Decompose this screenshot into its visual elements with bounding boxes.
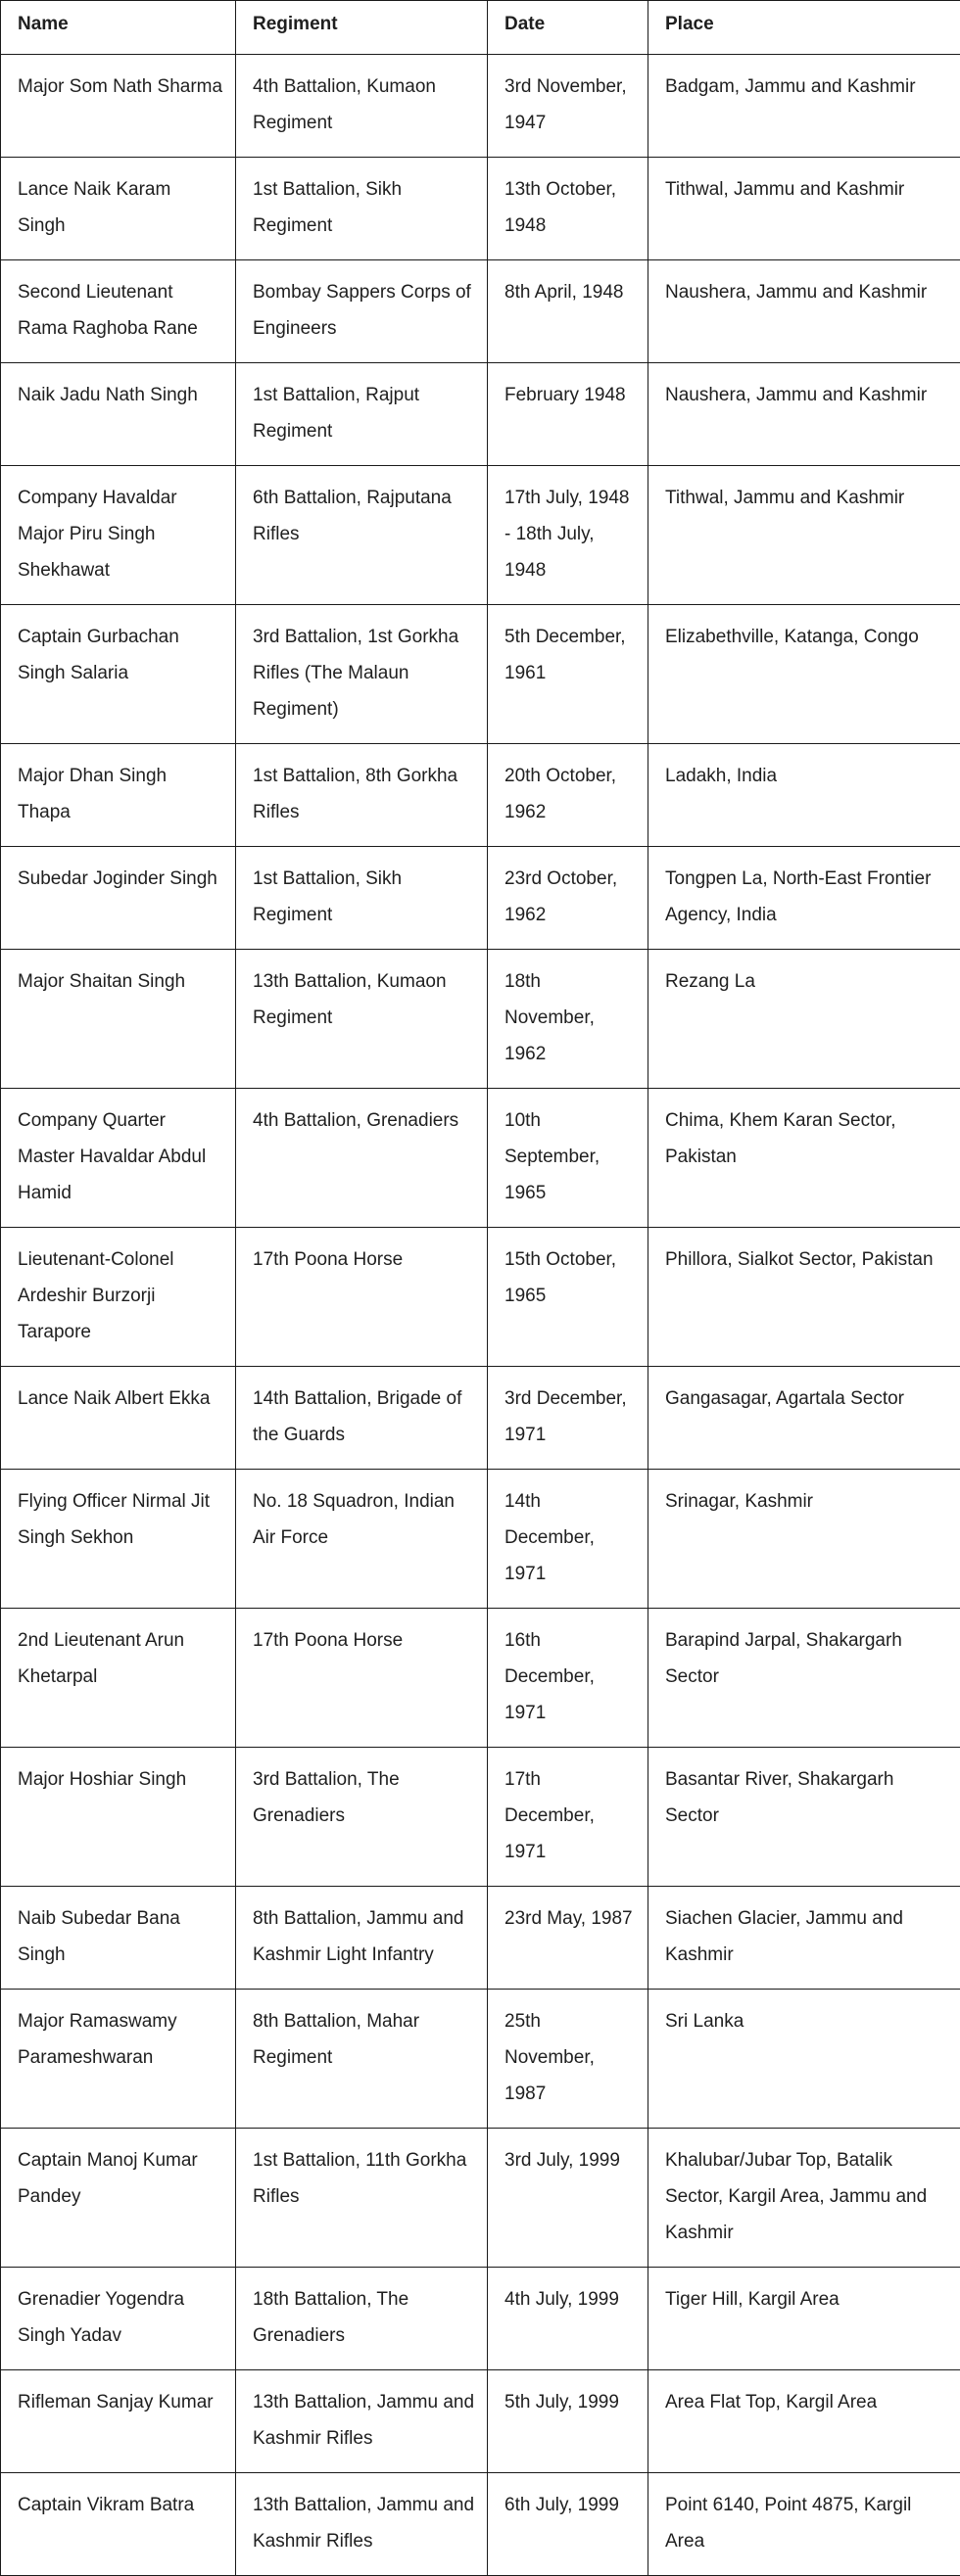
cell-regiment: 3rd Battalion, 1st Gorkha Rifles (The Malaun Regiment) <box>236 605 488 744</box>
table-row <box>1 55 960 158</box>
cell-place: Point 6140, Point 4875, Kargil Area <box>648 2473 960 2576</box>
table-row <box>1 466 960 605</box>
cell-regiment: 1st Battalion, 8th Gorkha Rifles <box>236 744 488 847</box>
cell-date: 5th December, 1961 <box>488 605 648 744</box>
cell-regiment: 13th Battalion, Jammu and Kashmir Rifles <box>236 2473 488 2576</box>
cell-place: Area Flat Top, Kargil Area <box>648 2370 960 2473</box>
cell-place: Naushera, Jammu and Kashmir <box>648 363 960 466</box>
cell-name: Captain Gurbachan Singh Salaria <box>1 605 236 744</box>
cell-date: 3rd December, 1971 <box>488 1367 648 1470</box>
cell-place: Tithwal, Jammu and Kashmir <box>648 158 960 260</box>
cell-place: Srinagar, Kashmir <box>648 1470 960 1609</box>
cell-date: 15th October, 1965 <box>488 1228 648 1367</box>
table-row <box>1 260 960 363</box>
cell-name: Lieutenant-Colonel Ardeshir Burzorji Tarapore <box>1 1228 236 1367</box>
cell-place: Khalubar/Jubar Top, Batalik Sector, Kargil Area, Jammu and Kashmir <box>648 2129 960 2268</box>
column-header-name: Name <box>1 1 236 55</box>
table-row <box>1 1089 960 1228</box>
table-row <box>1 1367 960 1470</box>
cell-name: Naib Subedar Bana Singh <box>1 1887 236 1990</box>
cell-date: 8th April, 1948 <box>488 260 648 363</box>
cell-date: 23rd October, 1962 <box>488 847 648 950</box>
cell-name: Major Som Nath Sharma <box>1 55 236 158</box>
cell-regiment: 6th Battalion, Rajputana Rifles <box>236 466 488 605</box>
cell-name: Major Hoshiar Singh <box>1 1748 236 1887</box>
cell-name: Company Quarter Master Havaldar Abdul Hamid <box>1 1089 236 1228</box>
cell-name: Rifleman Sanjay Kumar <box>1 2370 236 2473</box>
cell-date: 23rd May, 1987 <box>488 1887 648 1990</box>
cell-regiment: 14th Battalion, Brigade of the Guards <box>236 1367 488 1470</box>
table-row <box>1 1990 960 2129</box>
cell-place: Sri Lanka <box>648 1990 960 2129</box>
table-row <box>1 744 960 847</box>
cell-regiment: 1st Battalion, Sikh Regiment <box>236 847 488 950</box>
cell-place: Tongpen La, North-East Frontier Agency, India <box>648 847 960 950</box>
column-header-regiment: Regiment <box>236 1 488 55</box>
cell-regiment: 13th Battalion, Jammu and Kashmir Rifles <box>236 2370 488 2473</box>
table-row <box>1 1470 960 1609</box>
cell-name: Grenadier Yogendra Singh Yadav <box>1 2268 236 2370</box>
cell-place: Chima, Khem Karan Sector, Pakistan <box>648 1089 960 1228</box>
column-header-place: Place <box>648 1 960 55</box>
cell-name: Captain Vikram Batra <box>1 2473 236 2576</box>
cell-place: Naushera, Jammu and Kashmir <box>648 260 960 363</box>
cell-date: 18th November, 1962 <box>488 950 648 1089</box>
cell-regiment: No. 18 Squadron, Indian Air Force <box>236 1470 488 1609</box>
cell-regiment: 1st Battalion, Sikh Regiment <box>236 158 488 260</box>
cell-name: Flying Officer Nirmal Jit Singh Sekhon <box>1 1470 236 1609</box>
table-row <box>1 1887 960 1990</box>
cell-date: 17th July, 1948 - 18th July, 1948 <box>488 466 648 605</box>
table-row <box>1 605 960 744</box>
table-row <box>1 1228 960 1367</box>
table-row <box>1 2370 960 2473</box>
table-row <box>1 363 960 466</box>
table-row <box>1 1609 960 1748</box>
cell-regiment: Bombay Sappers Corps of Engineers <box>236 260 488 363</box>
cell-place: Rezang La <box>648 950 960 1089</box>
cell-regiment: 8th Battalion, Mahar Regiment <box>236 1990 488 2129</box>
cell-place: Gangasagar, Agartala Sector <box>648 1367 960 1470</box>
cell-regiment: 17th Poona Horse <box>236 1228 488 1367</box>
cell-name: Company Havaldar Major Piru Singh Shekhawat <box>1 466 236 605</box>
cell-name: Subedar Joginder Singh <box>1 847 236 950</box>
cell-name: Second Lieutenant Rama Raghoba Rane <box>1 260 236 363</box>
table-row <box>1 2129 960 2268</box>
cell-place: Ladakh, India <box>648 744 960 847</box>
cell-regiment: 3rd Battalion, The Grenadiers <box>236 1748 488 1887</box>
cell-date: 10th September, 1965 <box>488 1089 648 1228</box>
cell-name: Major Ramaswamy Parameshwaran <box>1 1990 236 2129</box>
cell-name: Captain Manoj Kumar Pandey <box>1 2129 236 2268</box>
table-row <box>1 847 960 950</box>
cell-regiment: 1st Battalion, 11th Gorkha Rifles <box>236 2129 488 2268</box>
cell-date: 16th December, 1971 <box>488 1609 648 1748</box>
cell-regiment: 13th Battalion, Kumaon Regiment <box>236 950 488 1089</box>
table-header <box>1 1 960 55</box>
cell-name: Major Shaitan Singh <box>1 950 236 1089</box>
cell-date: 17th December, 1971 <box>488 1748 648 1887</box>
table-row <box>1 158 960 260</box>
cell-regiment: 1st Battalion, Rajput Regiment <box>236 363 488 466</box>
cell-regiment: 4th Battalion, Kumaon Regiment <box>236 55 488 158</box>
cell-date: February 1948 <box>488 363 648 466</box>
table-row <box>1 1748 960 1887</box>
table-row <box>1 2473 960 2576</box>
cell-name: 2nd Lieutenant Arun Khetarpal <box>1 1609 236 1748</box>
header-row <box>1 1 960 55</box>
table-row <box>1 950 960 1089</box>
cell-place: Tiger Hill, Kargil Area <box>648 2268 960 2370</box>
table-body <box>1 55 960 2576</box>
cell-date: 25th November, 1987 <box>488 1990 648 2129</box>
table-row <box>1 2268 960 2370</box>
cell-place: Siachen Glacier, Jammu and Kashmir <box>648 1887 960 1990</box>
cell-date: 13th October, 1948 <box>488 158 648 260</box>
cell-date: 4th July, 1999 <box>488 2268 648 2370</box>
cell-date: 5th July, 1999 <box>488 2370 648 2473</box>
column-header-date: Date <box>488 1 648 55</box>
cell-place: Basantar River, Shakargarh Sector <box>648 1748 960 1887</box>
cell-name: Major Dhan Singh Thapa <box>1 744 236 847</box>
cell-date: 14th December, 1971 <box>488 1470 648 1609</box>
cell-regiment: 8th Battalion, Jammu and Kashmir Light Infantry <box>236 1887 488 1990</box>
cell-place: Barapind Jarpal, Shakargarh Sector <box>648 1609 960 1748</box>
cell-regiment: 17th Poona Horse <box>236 1609 488 1748</box>
cell-place: Elizabethville, Katanga, Congo <box>648 605 960 744</box>
cell-name: Lance Naik Karam Singh <box>1 158 236 260</box>
cell-regiment: 18th Battalion, The Grenadiers <box>236 2268 488 2370</box>
cell-date: 20th October, 1962 <box>488 744 648 847</box>
cell-date: 3rd July, 1999 <box>488 2129 648 2268</box>
cell-place: Phillora, Sialkot Sector, Pakistan <box>648 1228 960 1367</box>
cell-name: Naik Jadu Nath Singh <box>1 363 236 466</box>
cell-name: Lance Naik Albert Ekka <box>1 1367 236 1470</box>
cell-date: 3rd November, 1947 <box>488 55 648 158</box>
cell-place: Badgam, Jammu and Kashmir <box>648 55 960 158</box>
cell-regiment: 4th Battalion, Grenadiers <box>236 1089 488 1228</box>
cell-place: Tithwal, Jammu and Kashmir <box>648 466 960 605</box>
cell-date: 6th July, 1999 <box>488 2473 648 2576</box>
